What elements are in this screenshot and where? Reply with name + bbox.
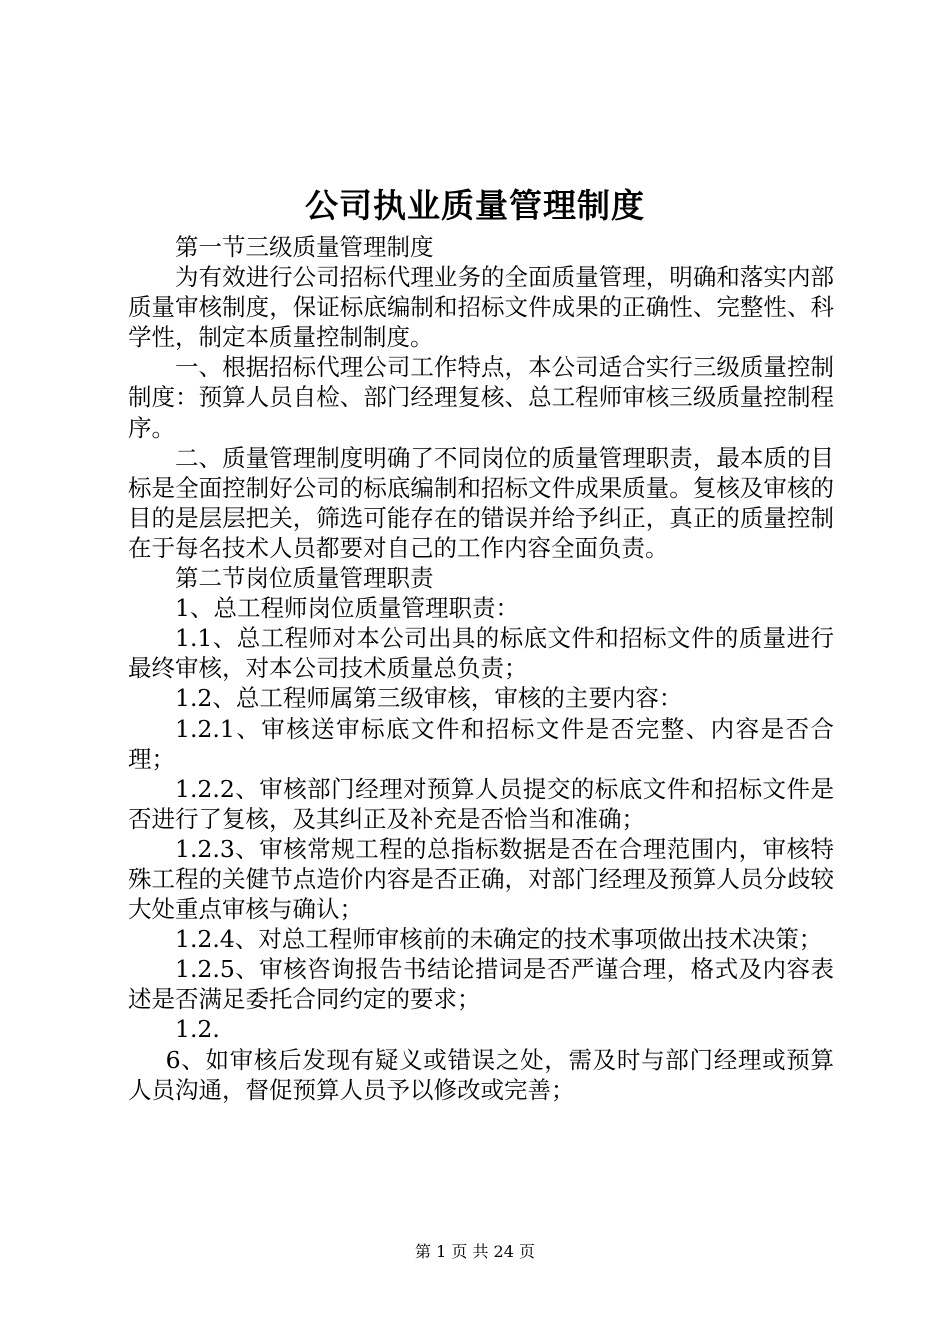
- body-paragraph: 1.2、总工程师属第三级审核，审核的主要内容：: [175, 684, 683, 713]
- body-paragraph: 1.2.4、对总工程师审核前的未确定的技术事项做出技术决策；: [175, 925, 823, 954]
- body-paragraph: 1.2.: [175, 1015, 220, 1044]
- section-heading: 第二节岗位质量管理职责: [175, 564, 434, 593]
- body-paragraph: 二、质量管理制度明确了不同岗位的质量管理职责，最本质的目标是全面控制好公司的标底编制和招标文件成果质量。复核及审核的目的是层层把关，筛选可能存在的错误并给予纠正，真正的质量控制在于每名技术人员都要对自己的工作内容全面负责。: [128, 443, 834, 562]
- body-paragraph: 为有效进行公司招标代理业务的全面质量管理，明确和落实内部质量审核制度，保证标底编制和招标文件成果的正确性、完整性、科学性，制定本质量控制制度。: [128, 263, 834, 352]
- page-number-footer: 第 1 页 共 24 页: [415, 1242, 535, 1261]
- body-paragraph: 1.2.5、审核咨询报告书结论措词是否严谨合理，格式及内容表述是否满足委托合同约定的要求；: [128, 955, 834, 1014]
- body-paragraph: 6、如审核后发现有疑义或错误之处，需及时与部门经理或预算人员沟通，督促预算人员予以修改或完善；: [128, 1045, 834, 1104]
- body-paragraph: 1、总工程师岗位质量管理职责：: [175, 594, 519, 623]
- body-paragraph: 1.2.2、审核部门经理对预算人员提交的标底文件和招标文件是否进行了复核，及其纠正及补充是否恰当和准确；: [128, 774, 834, 833]
- body-paragraph: 1.2.3、审核常规工程的总指标数据是否在合理范围内，审核特殊工程的关健节点造价内容是否正确，对部门经理及预算人员分歧较大处重点审核与确认；: [128, 834, 834, 924]
- section-heading: 第一节三级质量管理制度: [175, 233, 434, 261]
- document-body: [128, 232, 834, 1105]
- body-paragraph: 1.1、总工程师对本公司出具的标底文件和招标文件的质量进行最终审核，对本公司技术质量总负责；: [128, 624, 834, 683]
- body-paragraph: 1.2.1、审核送审标底文件和招标文件是否完整、内容是否合理；: [128, 714, 834, 773]
- document-title: 公司执业质量管理制度: [305, 186, 645, 225]
- body-paragraph: 一、根据招标代理公司工作特点，本公司适合实行三级质量控制制度：预算人员自检、部门经理复核、总工程师审核三级质量控制程序。: [128, 353, 834, 442]
